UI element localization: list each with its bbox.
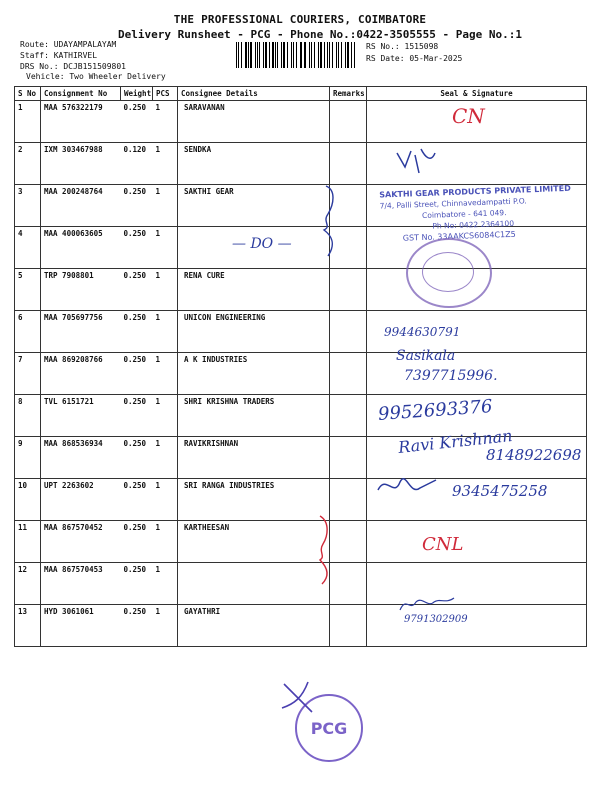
cell-sno: 6 — [15, 311, 41, 353]
cell-remarks — [330, 143, 367, 185]
barcode-bar — [351, 42, 352, 68]
round-seal — [406, 238, 492, 308]
cell-consignment: TVL 6151721 — [41, 395, 121, 437]
cell-weight: 0.250 — [121, 563, 153, 605]
cell-weight: 0.250 — [121, 185, 153, 227]
barcode-bar — [324, 42, 325, 68]
barcode-bar — [336, 42, 337, 68]
col-pcs: PCS — [153, 87, 178, 101]
cell-weight: 0.250 — [121, 353, 153, 395]
barcode-bar — [320, 42, 322, 68]
cell-sno: 5 — [15, 269, 41, 311]
cell-remarks — [330, 605, 367, 647]
cell-consignment: MAA 576322179 — [41, 101, 121, 143]
cell-sno: 9 — [15, 437, 41, 479]
brace-rows3-4 — [318, 182, 342, 262]
barcode-bar — [304, 42, 306, 68]
col-remarks: Remarks — [330, 87, 367, 101]
document-subtitle: Delivery Runsheet - PCG - Phone No.:0422-3505555 - Page No.:1 — [118, 28, 522, 41]
cell-sno: 11 — [15, 521, 41, 563]
cell-consignee: SENDKA — [178, 143, 330, 185]
barcode — [236, 42, 356, 68]
barcode-bar — [281, 42, 282, 68]
rs-number: RS No.: 1515098 — [366, 42, 439, 51]
cell-signature — [367, 521, 587, 563]
barcode-bar — [296, 42, 297, 68]
cell-sno: 7 — [15, 353, 41, 395]
document-title: THE PROFESSIONAL COURIERS, COIMBATORE — [173, 13, 427, 26]
cell-consignee: SAKTHI GEAR — [178, 185, 330, 227]
cell-pcs: 1 — [153, 143, 178, 185]
barcode-bar — [309, 42, 310, 68]
company-stamp: SAKTHI GEAR PRODUCTS PRIVATE LIMITED 7/4, Palli Street, Chinnavedampatti P.O. Coimbatore - 641 049. Ph No: 0422 2364100 GST No. 33AAKCS6084C1Z5 — [379, 183, 571, 243]
barcode-bar — [275, 42, 276, 68]
cell-weight: 0.250 — [121, 521, 153, 563]
phone-row7: 7397715996. — [404, 368, 498, 384]
col-sno: S No — [15, 87, 41, 101]
table-row — [15, 101, 587, 143]
pcg-stamp: PCG — [295, 694, 363, 762]
signature-row10 — [376, 470, 456, 500]
table-row — [15, 269, 587, 311]
rs-date: RS Date: 05-Mar-2025 — [366, 54, 463, 63]
name-row7: Sasikala — [396, 348, 456, 364]
signature-row13 — [398, 594, 468, 614]
cell-remarks — [330, 101, 367, 143]
table-row — [15, 605, 587, 647]
barcode-bar — [257, 42, 258, 68]
cell-consignment: MAA 869208766 — [41, 353, 121, 395]
col-consignee: Consignee Details — [178, 87, 330, 101]
cell-weight: 0.250 — [121, 437, 153, 479]
barcode-bar — [301, 42, 302, 68]
barcode-bar — [245, 42, 247, 68]
table-row — [15, 143, 587, 185]
cell-pcs: 1 — [153, 479, 178, 521]
barcode-bar — [259, 42, 260, 68]
ditto-mark: — DO — — [232, 236, 292, 252]
brace-rows11-12 — [314, 512, 336, 588]
barcode-bar — [277, 42, 278, 68]
col-weight: Weight — [121, 87, 153, 101]
barcode-bar — [236, 42, 237, 68]
barcode-bar — [238, 42, 239, 68]
cell-weight: 0.250 — [121, 101, 153, 143]
phone-row9: 8148922698 — [486, 446, 582, 464]
name-row9: Ravi Krishnan — [397, 426, 514, 457]
table-row — [15, 563, 587, 605]
cell-sno: 1 — [15, 101, 41, 143]
barcode-bar — [293, 42, 294, 68]
cell-consignee: RENA CURE — [178, 269, 330, 311]
cell-sno: 13 — [15, 605, 41, 647]
barcode-bar — [314, 42, 315, 68]
cell-pcs: 1 — [153, 605, 178, 647]
barcode-bar — [248, 42, 249, 68]
cell-remarks — [330, 395, 367, 437]
barcode-bar — [341, 42, 342, 68]
cell-consignment: MAA 868536934 — [41, 437, 121, 479]
barcode-bar — [287, 42, 288, 68]
cell-weight: 0.250 — [121, 227, 153, 269]
phone-row10: 9345475258 — [452, 482, 548, 500]
cell-sno: 3 — [15, 185, 41, 227]
cell-weight: 0.250 — [121, 479, 153, 521]
cell-sno: 10 — [15, 479, 41, 521]
barcode-bar — [255, 42, 256, 68]
barcode-bar — [291, 42, 292, 68]
barcode-bar — [332, 42, 333, 68]
cell-consignment: IXM 303467988 — [41, 143, 121, 185]
barcode-bar — [329, 42, 330, 68]
barcode-bar — [283, 42, 285, 68]
cell-consignment: HYD 3061061 — [41, 605, 121, 647]
cell-remarks — [330, 437, 367, 479]
cell-consignment: MAA 705697756 — [41, 311, 121, 353]
barcode-bar — [311, 42, 312, 68]
cn-mark-row1: CN — [452, 104, 485, 128]
barcode-bar — [250, 42, 251, 68]
table-row — [15, 353, 587, 395]
barcode-bar — [265, 42, 267, 68]
cell-sno: 4 — [15, 227, 41, 269]
cell-pcs: 1 — [153, 563, 178, 605]
cell-consignment: UPT 2263602 — [41, 479, 121, 521]
cell-pcs: 1 — [153, 437, 178, 479]
cell-consignment: MAA 867570452 — [41, 521, 121, 563]
cell-consignment: MAA 400063605 — [41, 227, 121, 269]
cell-remarks — [330, 269, 367, 311]
barcode-bar — [347, 42, 348, 68]
table-header-row — [15, 87, 587, 101]
phone-row8: 9952693376 — [377, 396, 494, 425]
barcode-bar — [345, 42, 347, 68]
barcode-bar — [354, 42, 355, 68]
cell-consignee: A K INDUSTRIES — [178, 353, 330, 395]
barcode-bar — [269, 42, 270, 68]
cell-pcs: 1 — [153, 227, 178, 269]
cell-pcs: 1 — [153, 311, 178, 353]
cell-pcs: 1 — [153, 185, 178, 227]
vehicle-label: Vehicle: Two Wheeler Delivery — [26, 72, 166, 81]
cell-consignee: SHRI KRISHNA TRADERS — [178, 395, 330, 437]
cell-consignee: SARAVANAN — [178, 101, 330, 143]
cell-pcs: 1 — [153, 521, 178, 563]
cell-consignment: TRP 7908801 — [41, 269, 121, 311]
cell-consignee: RAVIKRISHNAN — [178, 437, 330, 479]
cell-weight: 0.120 — [121, 143, 153, 185]
route-label: Route: UDAYAMPALAYAM — [20, 40, 117, 49]
barcode-bar — [338, 42, 339, 68]
cell-sno: 2 — [15, 143, 41, 185]
cell-sno: 12 — [15, 563, 41, 605]
table-row — [15, 521, 587, 563]
cell-pcs: 1 — [153, 395, 178, 437]
signature-row2 — [395, 145, 455, 175]
col-consignment: Consignment No — [41, 87, 121, 101]
barcode-bar — [241, 42, 242, 68]
cell-consignee: KARTHEESAN — [178, 521, 330, 563]
table-row — [15, 311, 587, 353]
pcg-initials — [278, 678, 318, 718]
col-signature: Seal & Signature — [367, 87, 587, 101]
cell-weight: 0.250 — [121, 605, 153, 647]
cell-pcs: 1 — [153, 101, 178, 143]
barcode-bar — [318, 42, 319, 68]
cell-consignee: UNICON ENGINEERING — [178, 311, 330, 353]
cell-pcs: 1 — [153, 269, 178, 311]
cell-weight: 0.250 — [121, 269, 153, 311]
cnl-mark-row11: CNL — [422, 534, 464, 555]
cell-sno: 8 — [15, 395, 41, 437]
cell-consignee: SRI RANGA INDUSTRIES — [178, 479, 330, 521]
phone-row13: 9791302909 — [404, 614, 468, 625]
runsheet-table — [14, 86, 587, 647]
cell-remarks — [330, 353, 367, 395]
cell-consignment: MAA 867570453 — [41, 563, 121, 605]
phone-row6: 9944630791 — [384, 325, 461, 339]
cell-consignment: MAA 200248764 — [41, 185, 121, 227]
cell-weight: 0.250 — [121, 395, 153, 437]
cell-pcs: 1 — [153, 353, 178, 395]
barcode-bar — [272, 42, 273, 68]
cell-weight: 0.250 — [121, 311, 153, 353]
drs-number: DRS No.: DCJB151509801 — [20, 62, 126, 71]
barcode-bar — [327, 42, 328, 68]
cell-remarks — [330, 311, 367, 353]
barcode-bar — [300, 42, 301, 68]
staff-label: Staff: KATHIRVEL — [20, 51, 98, 60]
cell-consignee — [178, 563, 330, 605]
cell-consignee: GAYATHRI — [178, 605, 330, 647]
barcode-bar — [263, 42, 264, 68]
